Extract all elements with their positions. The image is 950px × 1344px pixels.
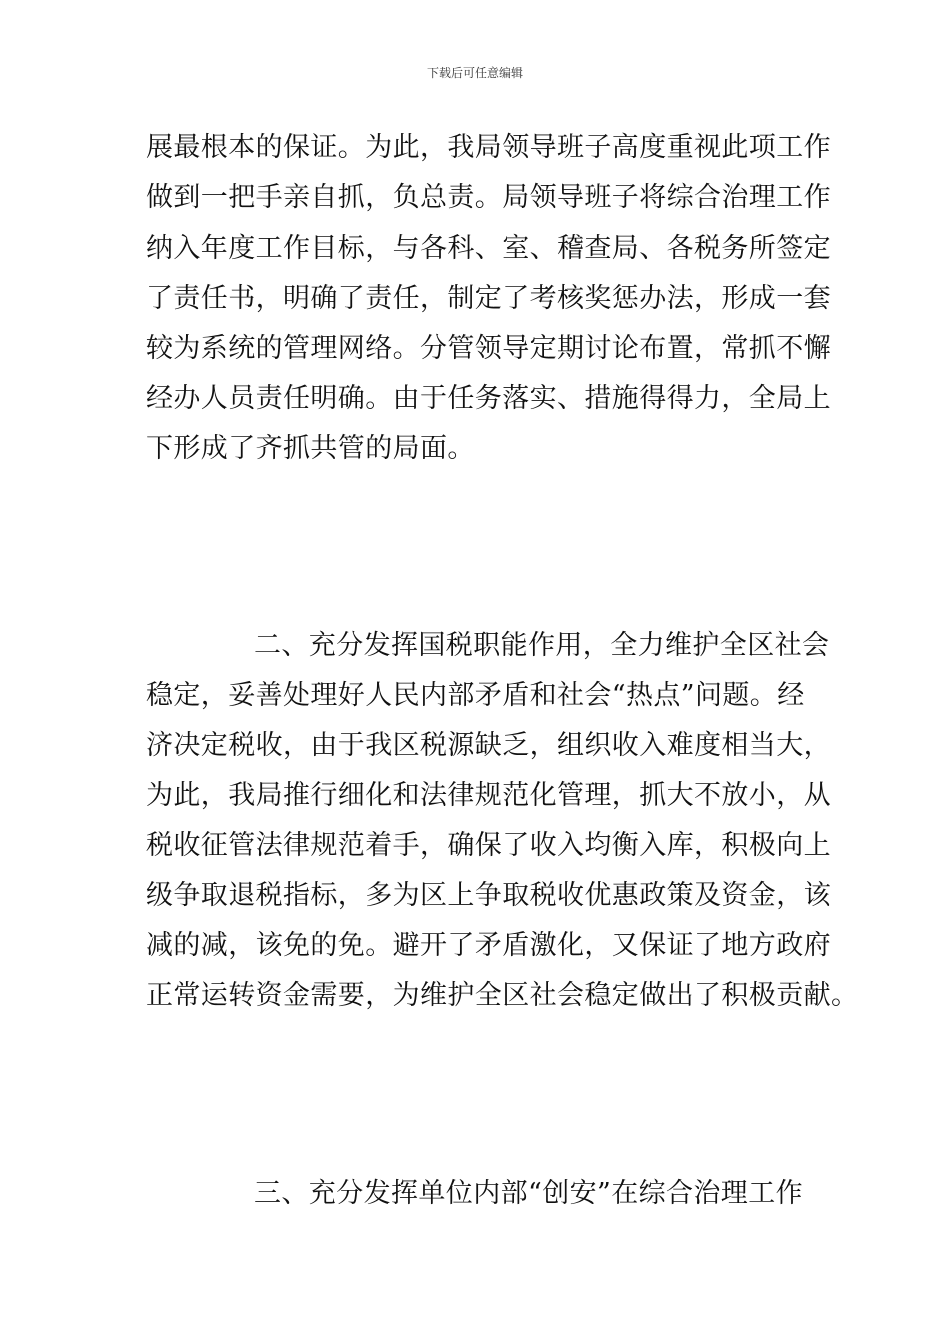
paragraph-line: 下形成了齐抓共管的局面。 [146, 433, 475, 464]
paragraph-line: 济决定税收，由于我区税源缺乏，组织收入难度相当大， [146, 730, 831, 761]
paragraph-line: 经办人员责任明确。由于任务落实、措施得得力，全局上 [146, 383, 831, 414]
paragraph-line: 税收征管法律规范着手，确保了收入均衡入库，积极向上 [146, 830, 831, 861]
paragraph-line: 为此，我局推行细化和法律规范化管理，抓大不放小，从 [146, 780, 831, 811]
paragraph-line: 减的减，该免的免。避开了矛盾激化，又保证了地方政府 [146, 930, 831, 961]
paragraph-line: 三、充分发挥单位内部“创安”在综合治理工作 [254, 1178, 804, 1209]
paragraph-line: 了责任书，明确了责任，制定了考核奖惩办法，形成一套 [146, 283, 831, 314]
paragraph-line: 展最根本的保证。为此，我局领导班子高度重视此项工作 [146, 132, 831, 163]
page-header: 下载后可任意编辑 [426, 66, 523, 80]
paragraph-line: 较为系统的管理网络。分管领导定期讨论布置，常抓不懈 [146, 333, 831, 364]
paragraph-line: 二、充分发挥国税职能作用，全力维护全区社会 [254, 630, 830, 661]
paragraph-line: 正常运转资金需要，为维护全区社会稳定做出了积极贡献。 [146, 980, 859, 1011]
paragraph-line: 纳入年度工作目标，与各科、室、稽查局、各税务所签定 [146, 233, 831, 264]
paragraph-line: 做到一把手亲自抓，负总责。局领导班子将综合治理工作 [146, 182, 831, 213]
paragraph-line: 稳定，妥善处理好人民内部矛盾和社会“热点”问题。经 [146, 680, 805, 711]
paragraph-line: 级争取退税指标，多为区上争取税收优惠政策及资金，该 [146, 880, 831, 911]
